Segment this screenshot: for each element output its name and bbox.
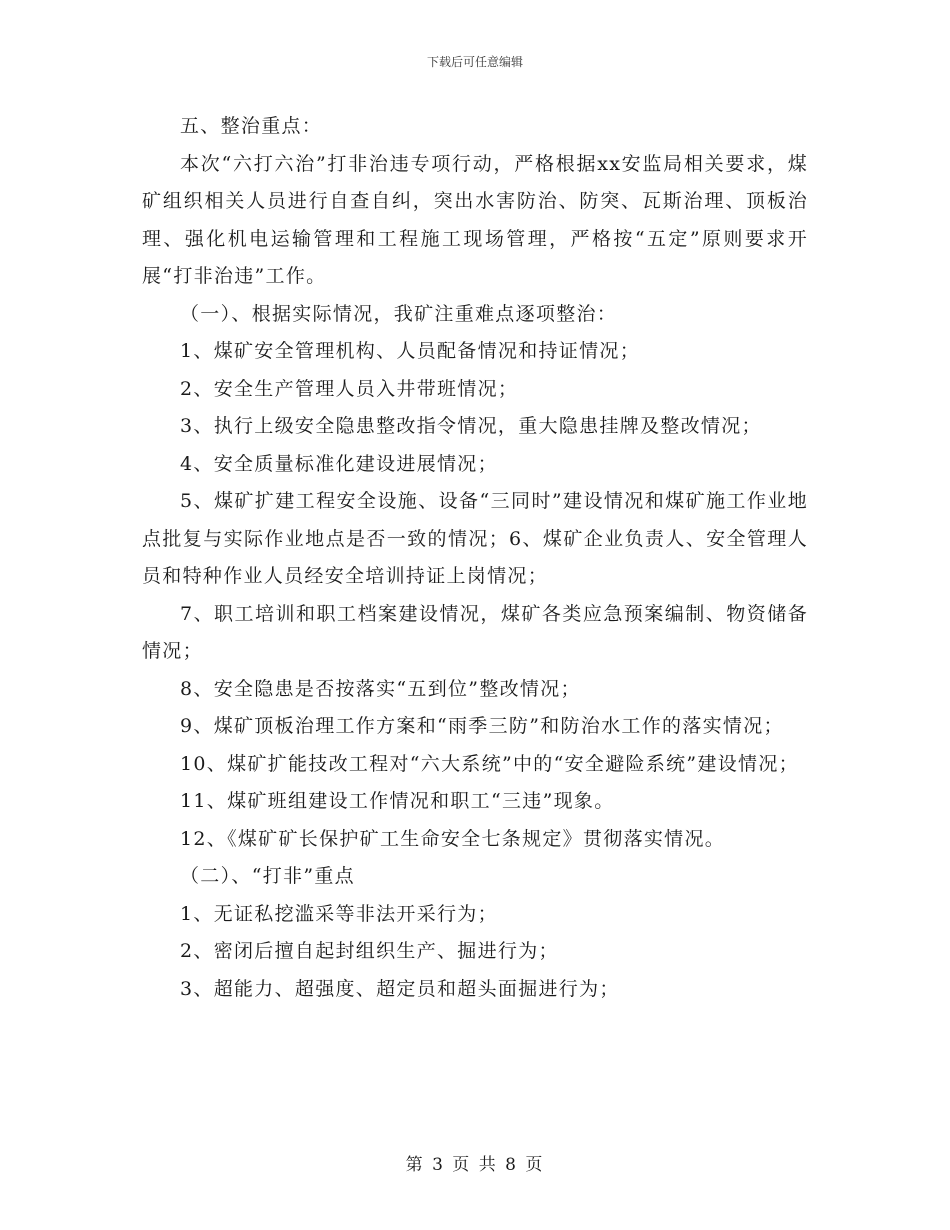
list-item: 4、安全质量标准化建设进展情况； — [180, 452, 498, 475]
list-item: 11、煤矿班组建设工作情况和职工“三违”现象。 — [180, 790, 615, 812]
page-number: 第 3 页 共 8 页 — [405, 1155, 545, 1175]
list-item: 10、煤矿扩能技改工程对“六大系统”中的“安全避险系统”建设情况； — [180, 752, 799, 775]
intro-paragraph: 本次“六打六治”打非治违专项行动，严格根据xx安监局相关要求，煤矿组织相关人员进行自查自纠，突出水害防治、防突、瓦斯治理、顶板治理、强化机电运输管理和工程施工现场管理，严格按“五定”原则要求开展“打非治违”工作。 — [142, 152, 808, 287]
document-body — [142, 108, 808, 1008]
list-item: 8、安全隐患是否按落实“五到位”整改情况； — [180, 677, 581, 700]
section-title: 五、整治重点： — [180, 115, 323, 137]
list-item: 3、超能力、超强度、超定员和超头面掘进行为； — [180, 977, 620, 1000]
list-item: 12、《煤矿矿长保护矿工生命安全七条规定》贯彻落实情况。 — [180, 827, 726, 850]
list-item: 2、安全生产管理人员入井带班情况； — [180, 377, 519, 400]
list-item: 3、执行上级安全隐患整改指令情况，重大隐患挂牌及整改情况； — [180, 415, 762, 437]
subsection-heading: （一）、根据实际情况，我矿注重难点逐项整治： — [180, 302, 618, 325]
list-item: 5、煤矿扩建工程安全设施、设备“三同时”建设情况和煤矿施工作业地点批复与实际作业地点是否一致的情况；6、煤矿企业负责人、安全管理人员和特种作业人员经安全培训持证上岗情况； — [142, 490, 808, 587]
list-item: 9、煤矿顶板治理工作方案和“雨季三防”和防治水工作的落实情况； — [180, 715, 784, 737]
page-header: 下载后可任意编辑 — [426, 55, 523, 69]
list-item: 1、煤矿安全管理机构、人员配备情况和持证情况； — [180, 340, 640, 362]
list-item: 1、无证私挖滥采等非法开采行为； — [180, 902, 498, 925]
list-item: 7、职工培训和职工档案建设情况，煤矿各类应急预案编制、物资储备情况； — [142, 602, 808, 662]
subsection-heading: （二）、“打非”重点 — [180, 865, 355, 887]
list-item: 2、密闭后擅自起封组织生产、掘进行为； — [180, 940, 559, 962]
